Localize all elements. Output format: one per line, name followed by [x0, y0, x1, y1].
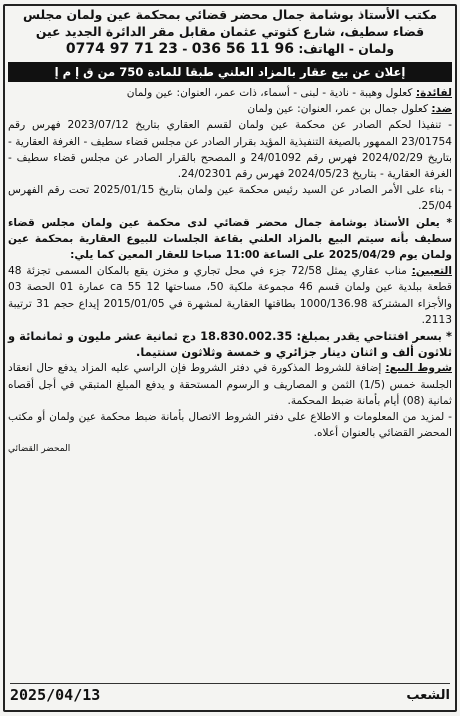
judgment-paragraph: - تنفيذا لحكم الصادر عن محكمة عين ولمان لقسم العقاري بتاريخ 2023/07/12 فهرس رقم 23/01754 الممهور بالصيغة التنفيذية المؤيد بقرار الصادر عن مجلس قضاء سطيف - الغرفة العقارية - بتاريخ 2024/02/29 فهرس رقم 24/01092 و المصحح بالقرار الصادر عن مجلس قضاء سطيف - الغرفة العقارية - بتاريخ 2024/05/23 فهرس رقم 24/02301. — [8, 119, 453, 181]
beneficiary-text: كعلول وهيبة - نادية - لبنى - أسماء، ذات عمر، العنوان: عين ولمان — [126, 87, 413, 99]
beneficiary-line — [8, 85, 452, 101]
office-line-1: مكتب الأستاذ بوشامة جمال محضر قضائي بمحكمة عين ولمان مجلس — [22, 7, 438, 22]
beneficiary-label: لفائدة: — [415, 87, 452, 99]
announcement-body — [8, 85, 452, 458]
order-paragraph: - بناء على الأمر الصادر عن السيد رئيس محكمة عين ولمان بتاريخ 2025/01/15 تحت رقم الفهرس 25/04. — [8, 184, 453, 213]
conditions-text: إضافة للشروط المذكورة في دفتر الشروط فإن الراسي عليه المزاد يدفع حال انعقاد الجلسة خمس (1/5) الثمن و المصاريف و الرسوم المستحقة و يدفع المبلغ المتبقي في أجل أقصاه ثمانية (08) أيام بأمانة ضبط المحكمة. — [8, 362, 452, 407]
publication-date: 2025/04/13 — [10, 686, 101, 704]
debtor-line — [8, 101, 452, 117]
property-paragraph — [8, 263, 452, 328]
conditions-label: شروط البيع: — [385, 362, 452, 375]
conditions-paragraph — [8, 360, 452, 409]
price-amount: 18.830.002.35 — [200, 329, 293, 344]
debtor-text: كعلول جمال بن عمر، العنوان: عين ولمان — [247, 103, 429, 116]
newspaper-name: الشعب — [406, 688, 450, 703]
price-text: دج ثمانية عشر مليون و ثمانمائة و ثلاثون ألف و اثنان دينار جزائري و خمسة وثلاثون سنتيما. — [8, 329, 452, 360]
property-text: مناب عقاري يمثل 72/58 جزء في محل تجاري و مخزن يقع بالمكان المسمى تجزئة 48 قطعة ببلدية عين ولمان قسم 46 مجموعة ملكية 50، مساحتها 12 ca 55 عمارة 01 الحصة 03 والأجزاء المشتركة 1000/136.98 بطاقتها العقارية لمشهرة في 2015/01/05 إيداع حجم 31 ترتيبة 2113. — [8, 265, 452, 326]
announcement-title: إعلان عن بيع عقار بالمزاد العلني طبقا للمادة 750 من ق إ م إ — [8, 62, 452, 82]
footer-divider — [10, 683, 450, 684]
phone-number-2: 0774 97 71 23 — [65, 41, 178, 57]
phone-number-1: 036 56 11 96 — [191, 41, 295, 57]
office-phone-line: ولمان - الهاتف: 036 56 11 96 - 0774 97 71 23 — [65, 41, 395, 57]
price-label: * بسعر افتتاحي يقدر بمبلغ: — [296, 329, 452, 344]
sale-notice-paragraph: * يعلن الأستاذ بوشامة جمال محضر قضائي لدى محكمة عين ولمان مجلس قضاء سطيف بأنه سيتم البيع بالمزاد العلني بقاعة الجلسات للبيوع العقارية بمحكمة عين ولمان يوم 2025/04/29 على الساعة 11:00 صباحا للعقار المعين كما يلي: — [8, 216, 452, 262]
office-header — [8, 6, 452, 58]
publication-footer — [10, 686, 450, 706]
price-paragraph — [8, 328, 452, 360]
property-label: التعيين: — [411, 265, 452, 278]
debtor-label: ضد: — [431, 103, 452, 116]
info-note: - لمزيد من المعلومات و الاطلاع على دفتر الشروط الاتصال بأمانة ضبط محكمة عين ولمان أو مكتب المحضر القضائي بالعنوان أعلاه. — [8, 411, 452, 440]
bailiff-signature: المحضر القضائي — [8, 444, 71, 455]
phone-prefix: ولمان - الهاتف: — [298, 41, 395, 56]
office-line-2: قضاء سطيف، شارع كثوتي عثمان مقابل مقر الدائرة الجديد عين — [35, 24, 425, 39]
